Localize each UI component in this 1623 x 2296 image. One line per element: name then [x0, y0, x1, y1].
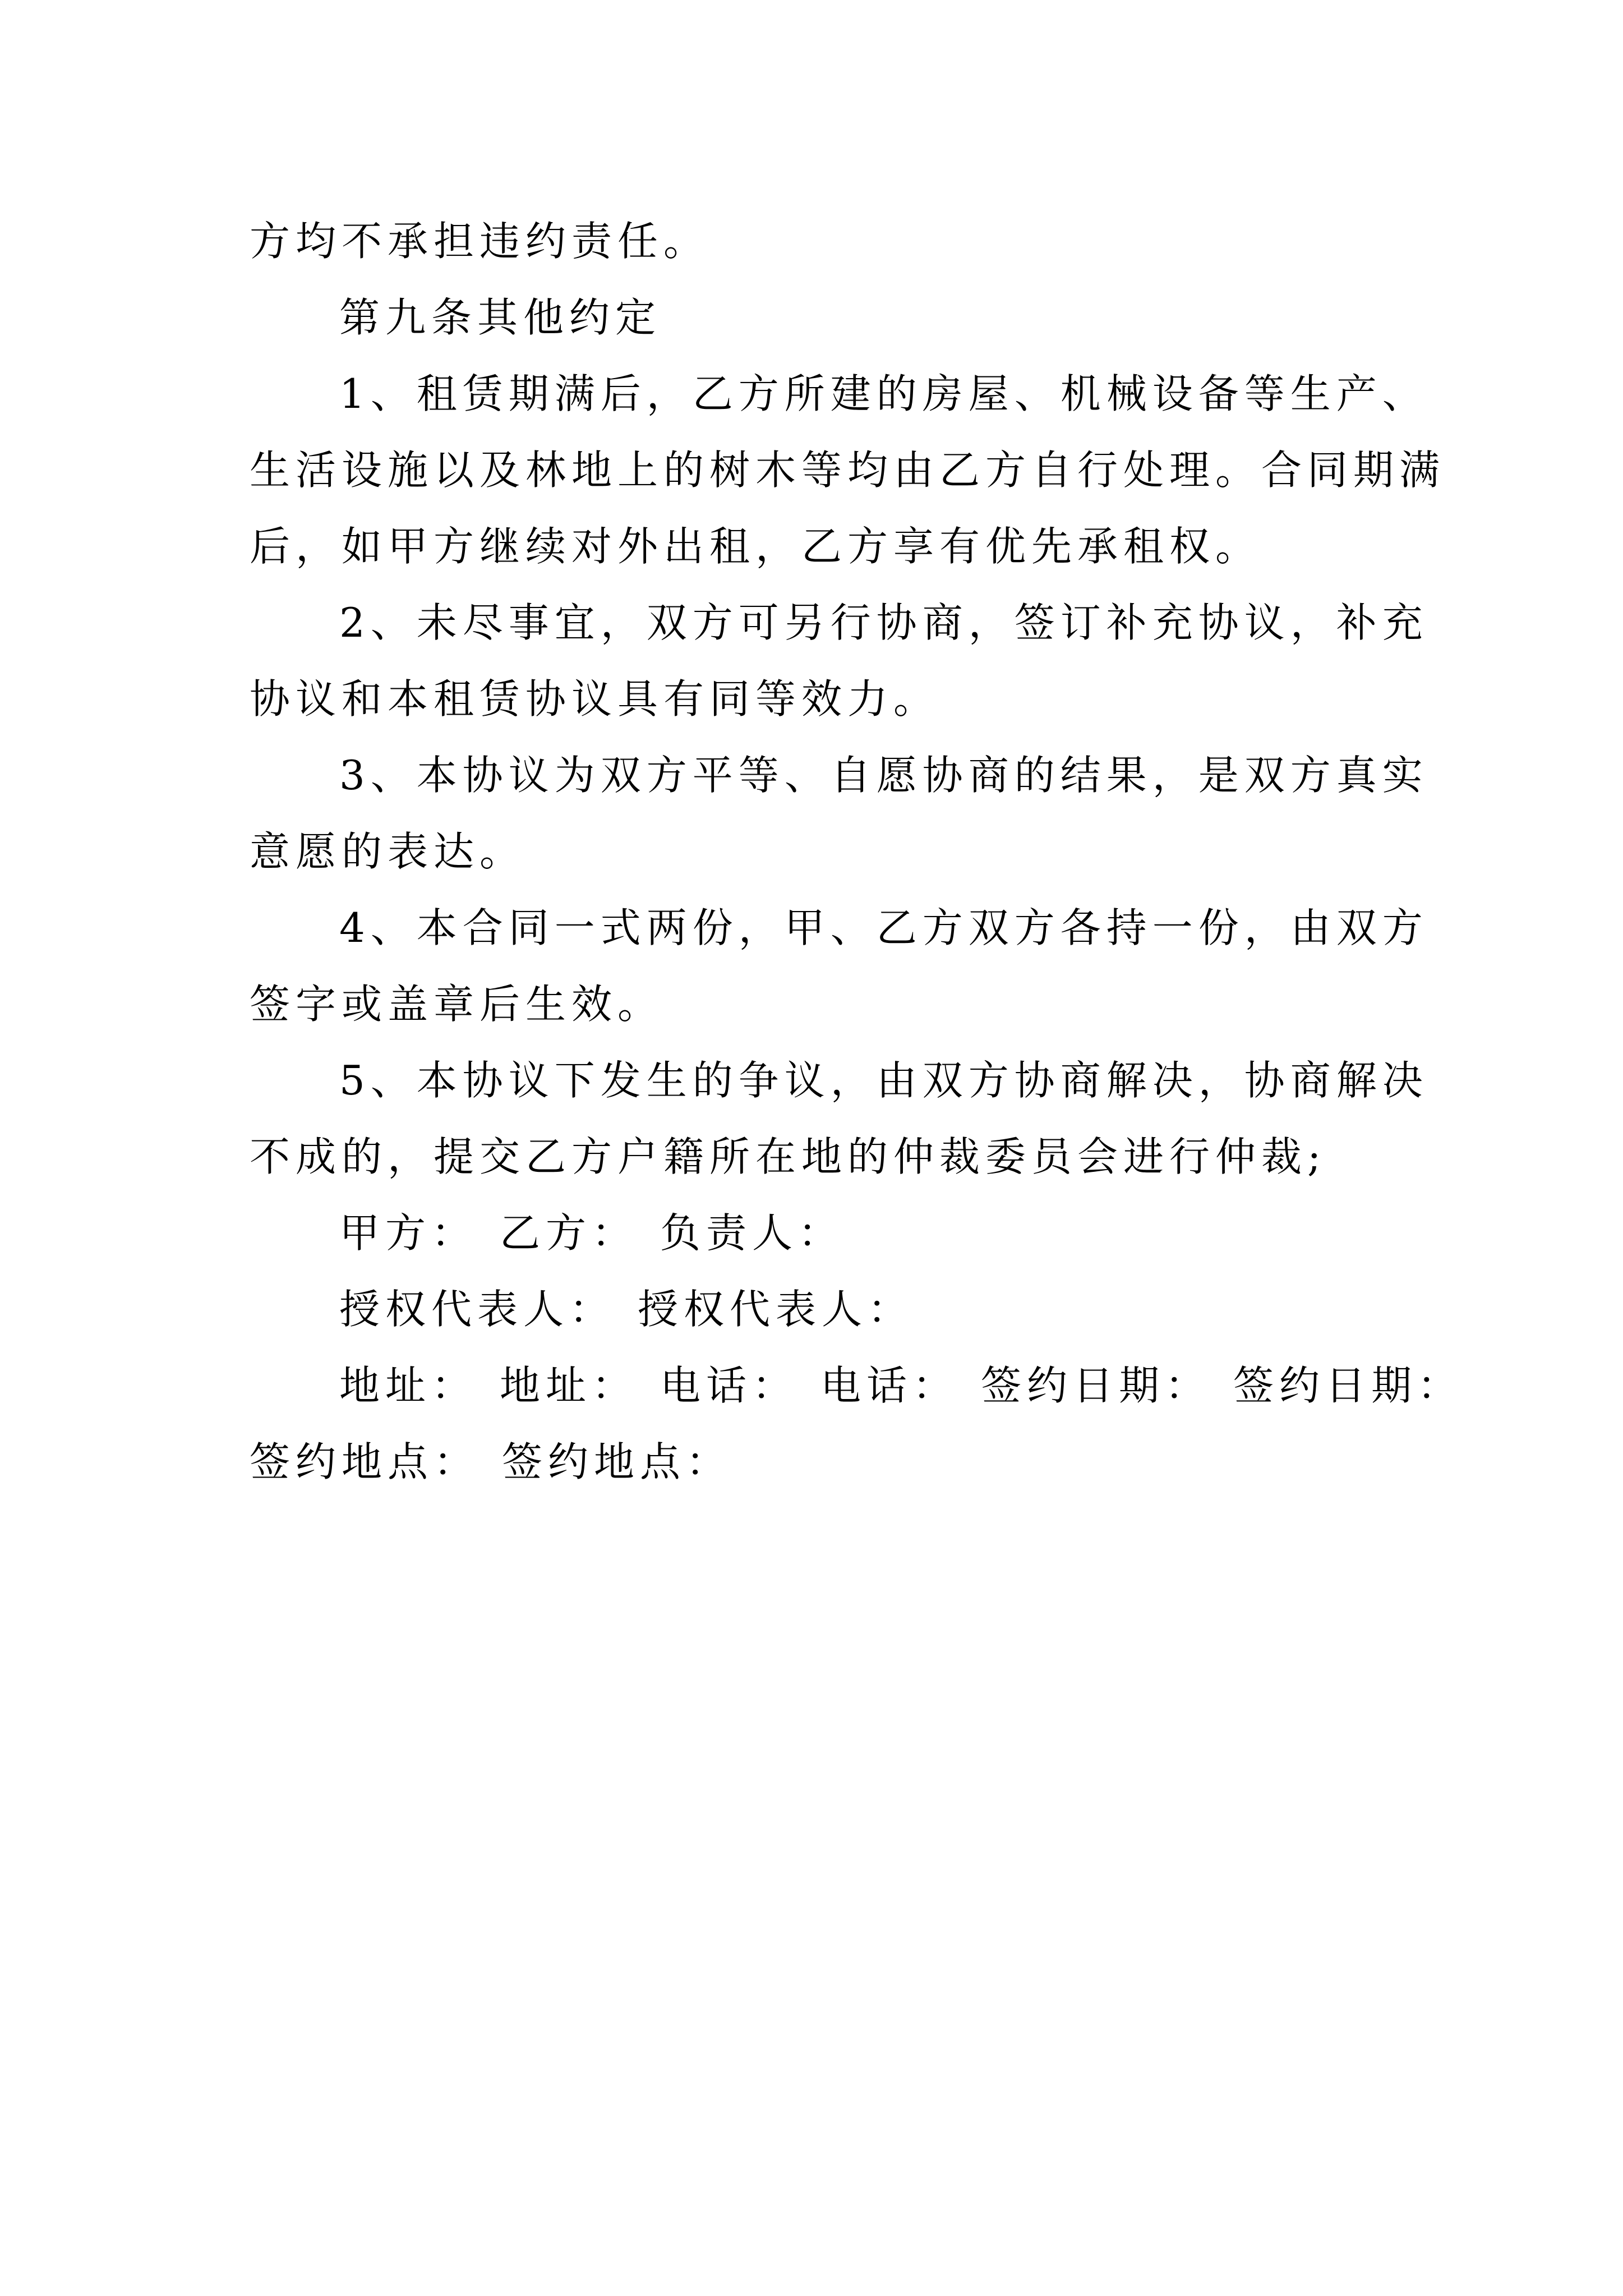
section-heading: 第九条其他约定 [339, 294, 662, 341]
signature-row-contact [250, 1347, 1464, 1424]
signature-row-representatives [250, 1271, 1391, 1347]
auth-rep-a-label: 授权代表人： [339, 1286, 616, 1333]
paragraph-line: 3、本协议为双方平等、自愿协商的结果，是双方真实 [339, 752, 1428, 799]
sign-place-a-label: 签约地点： [250, 1438, 480, 1485]
paragraph-line: 签字或盖章后生效。 [250, 981, 664, 1028]
paragraph-line: 协议和本租赁协议具有同等效力。 [250, 675, 940, 723]
sign-place-b-label: 签约地点： [502, 1438, 732, 1485]
phone-b-label: 电话： [820, 1362, 959, 1409]
phone-a-label: 电话： [660, 1362, 799, 1409]
paragraph-line: 不成的，提交乙方户籍所在地的仲裁委员会进行仲裁; [250, 1133, 1327, 1180]
paragraph-line: 后，如甲方继续对外出租，乙方享有优先承租权。 [250, 523, 1262, 570]
signature-row-parties [250, 1195, 1391, 1271]
party-b-label: 乙方： [500, 1209, 638, 1257]
paragraph-line: 2、未尽事宜，双方可另行协商，签订补充协议，补充 [339, 599, 1428, 646]
signature-row-places [250, 1424, 1391, 1500]
sign-date-b-label: 签约日期： [1233, 1362, 1464, 1409]
paragraph-line: 方均不承担违约责任。 [250, 218, 710, 265]
auth-rep-b-label: 授权代表人： [638, 1286, 914, 1333]
responsible-person-label: 负责人： [660, 1209, 845, 1257]
party-a-label: 甲方： [339, 1209, 478, 1257]
paragraph-line: 生活设施以及林地上的树木等均由乙方自行处理。合同期满 [250, 447, 1446, 494]
paragraph-line: 1、租赁期满后，乙方所建的房屋、机械设备等生产、 [339, 370, 1428, 417]
paragraph-line: 意愿的表达。 [250, 828, 526, 875]
address-a-label: 地址： [339, 1362, 478, 1409]
address-b-label: 地址： [500, 1362, 638, 1409]
sign-date-a-label: 签约日期： [981, 1362, 1211, 1409]
document-body [250, 203, 1464, 1500]
paragraph-line: 4、本合同一式两份，甲、乙方双方各持一份，由双方 [339, 904, 1428, 951]
paragraph-line: 5、本协议下发生的争议，由双方协商解决，协商解决 [339, 1057, 1428, 1104]
